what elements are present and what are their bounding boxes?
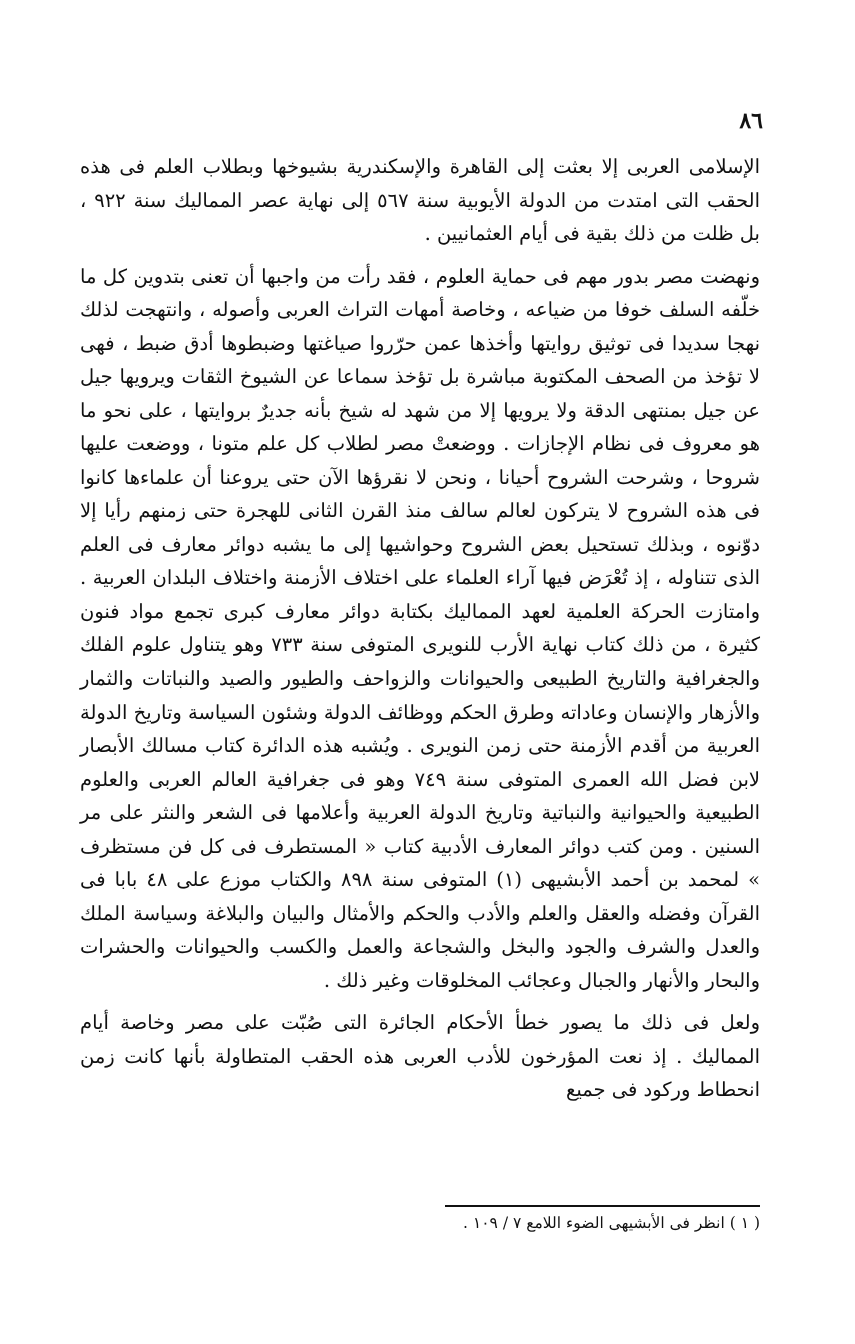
body-text (80, 150, 760, 1116)
footnote-divider (445, 1205, 760, 1207)
paragraph: ونهضت مصر بدور مهم فى حماية العلوم ، فقد رأت من واجبها أن تعنى بتدوين كل ما خلّفه السلف خوفا من ضياعه ، وخاصة أمهات التراث العربى وأصوله ، وانتهجت لذلك نهجا سديدا فى توثيق روايتها وأخذها عمن حرّروا صياغتها وضبطوها أدق ضبط ، فهى لا تؤخذ من الصحف المكتوبة مباشرة بل تؤخذ سماعا عن الشيوخ الثقات ويرويها جيل عن جيل بمنتهى الدقة ولا يرويها إلا من شهد له شيخ بأنه جديرٌ بروايتها ، على نحو ما هو معروف فى نظام الإجازات . ووضعتْ مصر لطلاب كل علم متونا ، ووضعت عليها شروحا ، وشرحت الشروح أحيانا ، ونحن لا نقرؤها الآن حتى يروعنا أن علماءها كانوا فى هذه الشروح لا يتركون لعالم سالف منذ القرن الثانى للهجرة حتى زمنهم رأيا إلا دوّنوه ، وبذلك تستحيل بعض الشروح وحواشيها إلى ما يشبه دوائر معارف فى العلم الذى تتناوله ، إذ تُعْرَض فيها آراء العلماء على اختلاف الأزمنة واختلاف البلدان العربية . وامتازت الحركة العلمية لعهد المماليك بكتابة دوائر معارف كبرى تجمع مواد فنون كثيرة ، من ذلك كتاب نهاية الأرب للنويرى المتوفى سنة ٧٣٣ وهو يتناول علوم الفلك والجغرافية والتاريخ الطبيعى والحيوانات والزواحف والطيور والصيد والنباتات والثمار والأزهار والإنسان وعاداته وطرق الحكم ووظائف الدولة وشئون السياسة وتاريخ الدولة العربية من أقدم الأزمنة حتى زمن النويرى . ويُشبه هذه الدائرة كتاب مسالك الأبصار لابن فضل الله العمرى المتوفى سنة ٧٤٩ وهو فى جغرافية العالم العربى والعلوم الطبيعية والحيوانية والنباتية وتاريخ الدولة العربية وأعلامها فى الشعر والنثر على مر السنين . ومن كتب دوائر المعارف الأدبية كتاب « المستطرف فى كل فن مستظرف » لمحمد بن أحمد الأبشيهى (١) المتوفى سنة ٨٩٨ والكتاب موزع على ٤٨ بابا فى القرآن وفضله والعقل والعلم والأدب والحكم والأمثال والبيان والبلاغة وسياسة الملك والعدل والشرف والجود والبخل والشجاعة والعمل والكسب والحيوانات والحشرات والبحار والأنهار والجبال وعجائب المخلوقات وغير ذلك . (80, 264, 761, 992)
page-number: ٨٦ (739, 108, 763, 134)
footnote: ( ١ ) انظر فى الأبشيهى الضوء اللامع ٧ / ١٠٩ . (463, 1214, 760, 1232)
paragraph: ولعل فى ذلك ما يصور خطأ الأحكام الجائرة التى صُبّت على مصر وخاصة أيام المماليك . إذ نعت المؤرخون للأدب العربى هذه الحقب المتطاولة بأنها كانت زمن انحطاط وركود فى جميع (80, 1011, 760, 1102)
paragraph: الإسلامى العربى إلا بعثت إلى القاهرة والإسكندرية بشيوخها وبطلاب العلم فى هذه الحقب التى امتدت من الدولة الأيوبية سنة ٥٦٧ إلى نهاية عصر المماليك سنة ٩٢٢ ، بل ظلت من ذلك بقية فى أيام العثمانيين . (80, 155, 760, 246)
